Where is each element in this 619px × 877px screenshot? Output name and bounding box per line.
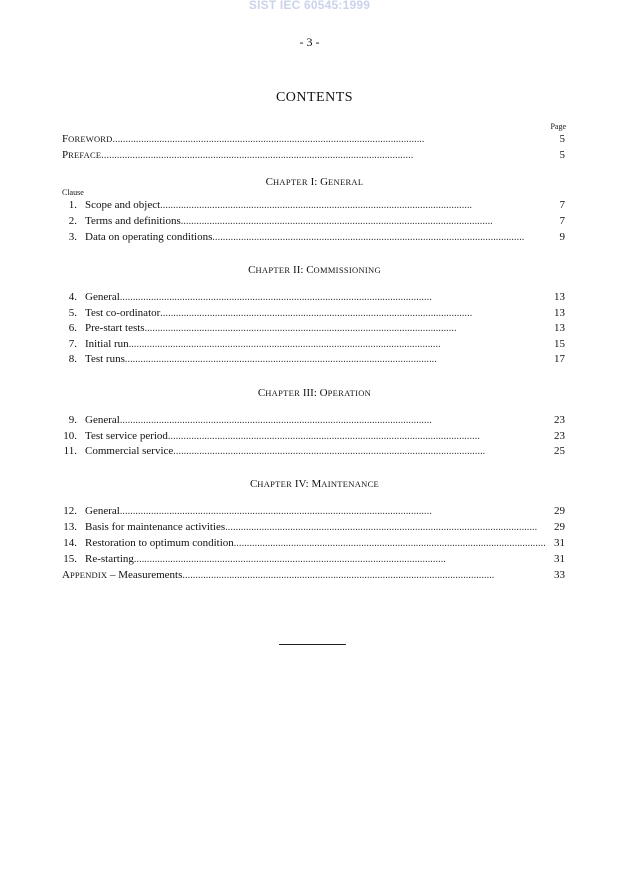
watermark: SIST IEC 60545:1999 [248,0,371,12]
page-number: - 3 - [299,35,320,49]
clause-number: 7. [68,338,77,350]
toc-entry-page: 29 [554,505,565,517]
toc-entry[interactable] [62,214,565,228]
clause-number: 3. [68,231,77,243]
clause-number: 14. [63,537,77,549]
chapter-heading-1: CHAPTER I: GENERAL [265,176,364,188]
leader-dots [101,149,558,163]
leader-dots [160,307,553,321]
toc-entry-title: Re-starting [85,553,134,565]
leader-dots [181,215,559,229]
clause-number: 9. [68,414,77,426]
toc-entry-title: Test co-ordinator [85,307,161,319]
leader-dots [125,353,553,367]
toc-entry[interactable] [62,536,565,550]
toc-entry[interactable] [62,504,565,518]
toc-entry[interactable] [62,520,565,534]
toc-entry-title: FOREWORD [62,133,113,145]
toc-entry-title: Basis for maintenance activities [85,521,226,533]
toc-entry-page: 15 [554,338,565,350]
toc-entry-title: Restoration to optimum condition [85,537,234,549]
toc-entry-preface[interactable] [62,148,565,162]
leader-dots [173,445,553,459]
leader-dots [225,521,553,535]
toc-entry-title: General [85,291,120,303]
clause-number: 13. [63,521,77,533]
end-rule [279,644,346,645]
toc-entry-title: Initial run [85,338,129,350]
chapter-heading-2: CHAPTER II: COMMISSIONING [248,264,381,276]
toc-entry-page: 5 [559,133,565,145]
toc-entry-title: Scope and object [85,199,161,211]
toc-entry[interactable] [62,429,565,443]
toc-entry-page: 5 [559,149,565,161]
toc-entry-title: Test service period [85,430,168,442]
leader-dots [113,133,559,147]
toc-entry-page: 33 [554,569,565,581]
toc-entry-title: Pre-start tests [85,322,145,334]
toc-entry-page: 31 [554,537,565,549]
leader-dots [168,430,553,444]
toc-entry-page: 25 [554,445,565,457]
clause-number: 5. [68,307,77,319]
leader-dots [129,338,553,352]
leader-dots [160,199,558,213]
toc-entry[interactable] [62,290,565,304]
toc-entry-page: 29 [554,521,565,533]
clause-number: 12. [63,505,77,517]
toc-entry-title: Commercial service [85,445,174,457]
toc-entry-title: PREFACE [62,149,102,161]
clause-column-label: Clause [62,188,84,197]
toc-entry-title: Terms and definitions [85,215,181,227]
toc-entry-page: 13 [554,291,565,303]
clause-number: 6. [68,322,77,334]
clause-number: 1. [68,199,77,211]
toc-entry[interactable] [62,198,565,212]
toc-entry-title: APPENDIX – Measurements [62,569,183,581]
toc-entry-title: Data on operating conditions [85,231,213,243]
toc-entry-page: 23 [554,430,565,442]
chapter-heading-4: CHAPTER IV: MAINTENANCE [249,478,380,490]
toc-entry-title: Test runs [85,353,125,365]
toc-entry-page: 31 [554,553,565,565]
clause-number: 15. [63,553,77,565]
toc-entry[interactable] [62,552,565,566]
chapter-heading-3: CHAPTER III: OPERATION [257,387,372,399]
toc-entry-foreword[interactable] [62,132,565,146]
contents-title: CONTENTS [275,90,354,105]
clause-number: 11. [63,445,77,457]
toc-entry-title: General [85,505,120,517]
toc-entry-page: 9 [559,231,565,243]
leader-dots [134,553,553,567]
toc-entry[interactable] [62,321,565,335]
clause-number: 4. [68,291,77,303]
toc-entry-page: 17 [554,353,565,365]
toc-entry-page: 13 [554,322,565,334]
toc-entry-page: 7 [559,215,565,227]
toc-entry-page: 13 [554,307,565,319]
clause-number: 8. [68,353,77,365]
leader-dots [234,537,553,551]
toc-entry-page: 23 [554,414,565,426]
leader-dots [145,322,553,336]
leader-dots [212,231,558,245]
leader-dots [120,414,553,428]
leader-dots [120,291,553,305]
toc-entry[interactable] [62,413,565,427]
toc-entry-page: 7 [559,199,565,211]
toc-entry[interactable] [62,230,565,244]
toc-entry[interactable] [62,306,565,320]
toc-entry-appendix[interactable] [62,568,565,582]
toc-entry[interactable] [62,352,565,366]
clause-number: 2. [68,215,77,227]
page-column-label: Page [550,122,566,131]
leader-dots [182,569,553,583]
clause-number: 10. [63,430,77,442]
toc-entry[interactable] [62,444,565,458]
leader-dots [120,505,553,519]
toc-entry[interactable] [62,337,565,351]
toc-entry-title: General [85,414,120,426]
